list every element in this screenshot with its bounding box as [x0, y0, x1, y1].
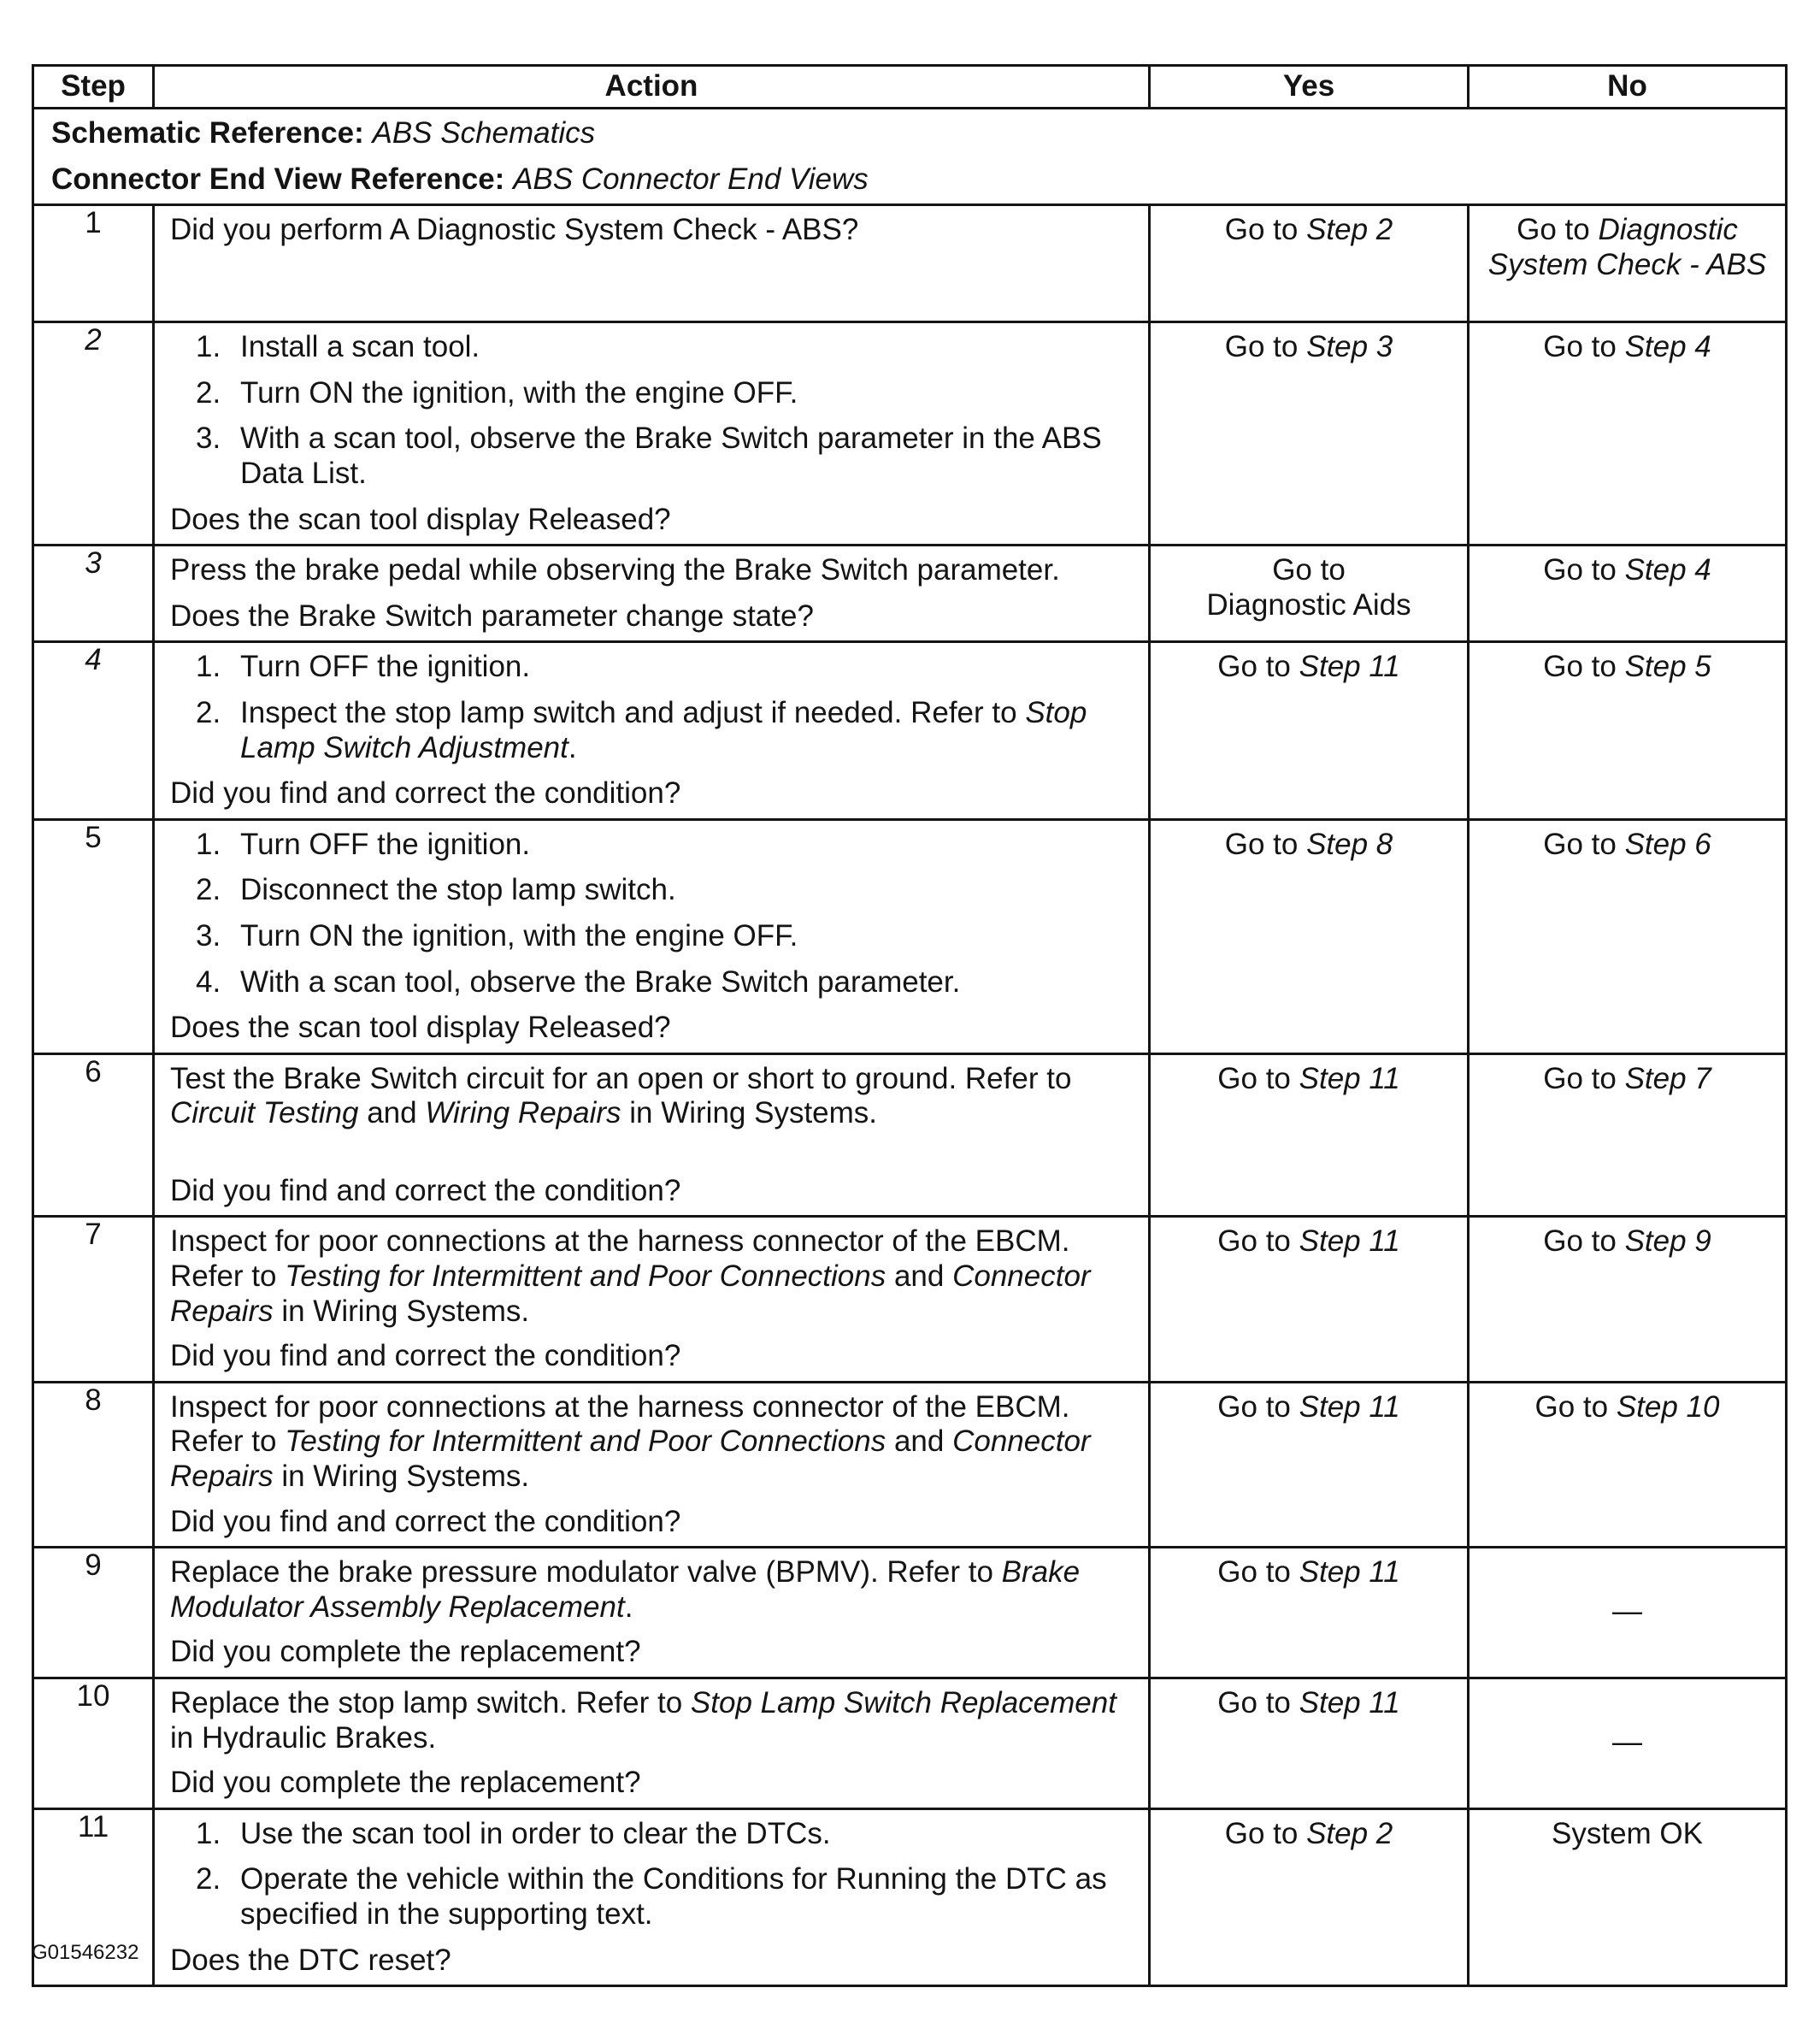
step-number: 6 — [33, 1053, 154, 1217]
step-action: Inspect for poor connections at the harness connector of the EBCM. Refer to Testing for Intermittent and Poor Connections and Connector Repairs in Wiring Systems. Did you find and correct the condition? — [154, 1382, 1150, 1547]
list-item: 2. Inspect the stop lamp switch and adjust if needed. Refer to Stop Lamp Switch Adjustment. — [196, 695, 1087, 764]
table-row — [33, 1217, 1787, 1382]
step-action: Replace the stop lamp switch. Refer to Stop Lamp Switch Replacement in Hydraulic Brakes. Did you complete the replacement? — [154, 1678, 1150, 1809]
step-question: Did you find and correct the condition? — [170, 1504, 681, 1538]
table-row — [33, 546, 1787, 642]
step-number: 9 — [33, 1548, 154, 1678]
reference-row — [33, 109, 1787, 205]
table-row — [33, 1053, 1787, 1217]
no-cell: Go to Step 6 — [1469, 819, 1787, 1053]
step-question: Does the DTC reset? — [170, 1943, 451, 1977]
yes-cell: Go to Step 11 — [1150, 1217, 1469, 1382]
list-item: 2. Turn ON the ignition, with the engine OFF. — [196, 375, 798, 410]
no-cell: Go to Step 10 — [1469, 1382, 1787, 1547]
no-cell: Go to Step 4 — [1469, 546, 1787, 642]
connector-reference: Connector End View Reference: ABS Connector End Views — [51, 162, 869, 196]
step-number: 4 — [33, 642, 154, 819]
schematic-reference: Schematic Reference: ABS Schematics — [51, 116, 596, 150]
no-cell: Go to Step 4 — [1469, 322, 1787, 546]
header-row — [33, 66, 1787, 109]
reference-cell — [33, 109, 1787, 205]
list-item: 1. Install a scan tool. — [196, 330, 480, 364]
yes-cell: Go to Step 11 — [1150, 1548, 1469, 1678]
table-row — [33, 819, 1787, 1053]
instruction-list — [170, 828, 1133, 1000]
no-cell: — — [1469, 1678, 1787, 1809]
yes-cell: Go to Step 11 — [1150, 1678, 1469, 1809]
step-action — [154, 1808, 1150, 1985]
step-question: Did you find and correct the condition? — [170, 1339, 681, 1373]
step-action — [154, 322, 1150, 546]
list-item: 1. Turn OFF the ignition. — [196, 650, 531, 684]
step-question: Does the scan tool display Released? — [170, 502, 671, 536]
step-action — [154, 819, 1150, 1053]
step-question: Does the scan tool display Released? — [170, 1011, 671, 1045]
step-question: Did you find and correct the condition? — [170, 1173, 681, 1207]
figure-id: G01546232 — [32, 1941, 139, 1964]
header-no: No — [1469, 66, 1787, 109]
step-number: 5 — [33, 819, 154, 1053]
list-item: 2. Disconnect the stop lamp switch. — [196, 873, 676, 907]
step-number: 10 — [33, 1678, 154, 1809]
list-item: 3. Turn ON the ignition, with the engine OFF. — [196, 918, 798, 953]
table-row — [33, 1382, 1787, 1547]
header-yes: Yes — [1150, 66, 1469, 109]
step-question: Does the Brake Switch parameter change state? — [170, 599, 814, 633]
step-question: Did you complete the replacement? — [170, 1766, 641, 1800]
table-row — [33, 322, 1787, 546]
list-item: 4. With a scan tool, observe the Brake Switch parameter. — [196, 964, 961, 999]
no-cell: — — [1469, 1548, 1787, 1678]
step-number: 8 — [33, 1382, 154, 1547]
step-number: 3 — [33, 546, 154, 642]
step-number: 2 — [33, 322, 154, 546]
list-item: 1. Turn OFF the ignition. — [196, 827, 531, 861]
table-row — [33, 1808, 1787, 1985]
yes-cell: Go to Diagnostic Aids — [1150, 546, 1469, 642]
step-action — [154, 642, 1150, 819]
no-cell: Go to Step 9 — [1469, 1217, 1787, 1382]
no-cell: Go to Step 7 — [1469, 1053, 1787, 1217]
table-row — [33, 205, 1787, 322]
step-question: Did you complete the replacement? — [170, 1635, 641, 1669]
table-row — [33, 1548, 1787, 1678]
table-row — [33, 1678, 1787, 1809]
yes-cell: Go to Step 2 — [1150, 205, 1469, 322]
yes-cell: Go to Step 11 — [1150, 642, 1469, 819]
list-item: 2. Operate the vehicle within the Conditions for Running the DTC as specified in the supporting text. — [196, 1862, 1107, 1931]
no-cell: Go to Diagnostic System Check - ABS — [1469, 205, 1787, 322]
header-step: Step — [33, 66, 154, 109]
step-action: Inspect for poor connections at the harness connector of the EBCM. Refer to Testing for Intermittent and Poor Connections and Connector Repairs in Wiring Systems. Did you find and correct the condition? — [154, 1217, 1150, 1382]
yes-cell: Go to Step 2 — [1150, 1808, 1469, 1985]
instruction-list — [170, 330, 1133, 491]
step-number: 7 — [33, 1217, 154, 1382]
step-number: 1 — [33, 205, 154, 322]
step-action: Replace the brake pressure modulator valve (BPMV). Refer to Brake Modulator Assembly Replacement. Did you complete the replacement? — [154, 1548, 1150, 1678]
list-item: 3. With a scan tool, observe the Brake Switch parameter in the ABS Data List. — [196, 422, 1102, 490]
no-cell: System OK — [1469, 1808, 1787, 1985]
yes-cell: Go to Step 3 — [1150, 322, 1469, 546]
list-item: 1. Use the scan tool in order to clear the DTCs. — [196, 1816, 831, 1850]
diagnostic-table — [32, 64, 1788, 1987]
instruction-list — [170, 650, 1133, 765]
table-row — [33, 642, 1787, 819]
step-action: Press the brake pedal while observing the Brake Switch parameter. Does the Brake Switch parameter change state? — [154, 546, 1150, 642]
step-question: Did you find and correct the condition? — [170, 776, 681, 811]
yes-cell: Go to Step 8 — [1150, 819, 1469, 1053]
yes-cell: Go to Step 11 — [1150, 1053, 1469, 1217]
yes-cell: Go to Step 11 — [1150, 1382, 1469, 1547]
step-number: 11 — [33, 1808, 154, 1985]
step-action: Test the Brake Switch circuit for an open or short to ground. Refer to Circuit Testing and Wiring Repairs in Wiring Systems. Did you find and correct the condition? — [154, 1053, 1150, 1217]
instruction-list — [170, 1817, 1133, 1932]
no-cell: Go to Step 5 — [1469, 642, 1787, 819]
header-action: Action — [154, 66, 1150, 109]
step-action: Did you perform A Diagnostic System Check - ABS? — [154, 205, 1150, 322]
